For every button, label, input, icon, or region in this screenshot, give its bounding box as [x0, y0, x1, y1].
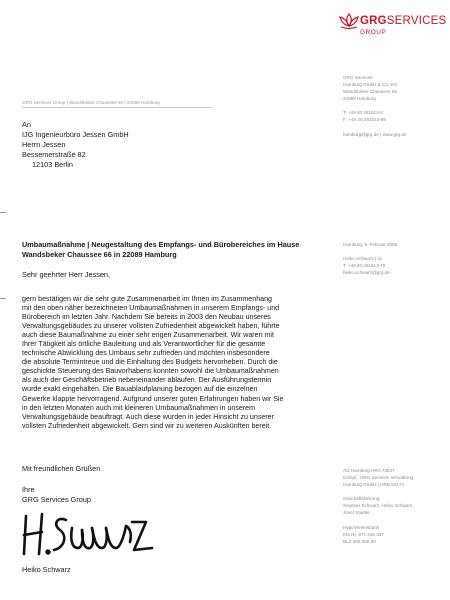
- sidebar-line: T: +49 40 251513-0: [343, 110, 383, 116]
- sender-divider: [22, 107, 212, 108]
- sidebar-spacer: [343, 102, 407, 109]
- sidebar-spacer: [343, 488, 413, 495]
- sidebar-company-contact: [343, 74, 407, 138]
- body-line: mit den oben näher bezeichneten Umbaumaßnahmen in unserem Empfangs- und: [22, 304, 280, 313]
- punch-mark: [0, 298, 6, 299]
- body-line: Ihrer Tätigkeit als örtliche Bauleitung und als Verantwortlicher für die gesamte: [22, 340, 266, 349]
- body-line: vollsten Zufriedenheit abgewickelt. Gern sind wir zu weiteren Auskünften bereit.: [22, 421, 272, 430]
- sidebar-line: hamburg@grg.de | www.grg.de: [343, 131, 407, 137]
- sidebar-line: AG Hamburg HRA 73647: [343, 468, 395, 473]
- sidebar-line: Geschäftsführung:: [343, 496, 381, 502]
- recipient-city: 12103 Berlin: [32, 160, 73, 169]
- letter-subject: [22, 240, 322, 260]
- sidebar-line: heiko.schwarz@grg.de: [343, 270, 390, 276]
- closing-phrase: Mit freundlichen Grüßen: [22, 464, 101, 473]
- sidebar-spacer: [343, 124, 407, 131]
- subject-line: Wandsbeker Chaussee 66 in 22089 Hamburg: [22, 250, 177, 259]
- recipient-address: [22, 120, 129, 170]
- sidebar-line: BLZ 200 300 00: [343, 538, 376, 544]
- body-line: Verwaltungsgebäude beauftragt. Auch diese wurden in jeder Hinsicht zu unserer: [22, 412, 274, 421]
- body-line: die absolute Termintreue und die Einhaltung des Budgets hervorheben. Durch die: [22, 358, 278, 367]
- sidebar-line: Hamburg GmbH & Co. KG: [343, 82, 398, 88]
- signer-name: Heiko Schwarz: [22, 565, 71, 574]
- sidebar-spacer: [343, 248, 397, 255]
- body-line: technische Abwicklung des Umbaus sehr zufrieden und möchten insbesondere: [22, 349, 270, 358]
- body-line: wurde exakt eingehalten. Die Bauablaufplanung bezogen auf die einzelnen: [22, 385, 258, 394]
- sidebar-spacer: [343, 517, 413, 524]
- sidebar-line: Stephan Schwarz, Heiko Schwarz,: [343, 503, 414, 509]
- sidebar-line: Heiko Schwarz | sz: [343, 256, 382, 262]
- logo-subtitle: GROUP: [360, 29, 387, 36]
- recipient-label: An: [22, 120, 31, 129]
- sidebar-line: HypoVereinsbank: [343, 524, 380, 530]
- body-line: gern bestätigen wir die sehr gute Zusammenarbeit im Ihnen im Zusammenhang: [22, 295, 272, 303]
- sidebar-line: 22089 Hamburg: [343, 96, 376, 102]
- letter-date: Hamburg, 5. Februar 2009: [343, 242, 398, 247]
- sidebar-line: GRG Services: [343, 75, 373, 80]
- recipient-street: Bessemerstraße 82: [22, 150, 86, 159]
- signature-company: GRG Services Group: [22, 495, 91, 504]
- subject-line: Umbaumaßnahme | Neugestaltung des Empfangs- und Bürobereiches im Hause: [22, 240, 300, 249]
- sidebar-line: T: +49 40 251513-70: [343, 263, 386, 269]
- signature-block: [22, 485, 91, 505]
- sidebar-legal-info: [343, 467, 413, 545]
- sidebar-line: F: +49 40 251513-69: [343, 117, 386, 123]
- logo-wordmark: GRGSERVICES: [360, 15, 447, 27]
- sidebar-letter-meta: [343, 241, 397, 276]
- handwritten-signature: [20, 508, 160, 560]
- recipient-company: IJG Ingenieurbüro Jessen GmbH: [22, 130, 129, 139]
- fold-mark: [0, 212, 6, 213]
- sidebar-line: Kompl.: GRG Services Verwaltung: [343, 475, 414, 481]
- salutation: Sehr geehrter Herr Jessen,: [22, 270, 111, 279]
- body-line: als auch der Geschäftsbetrieb nebeneinander ablaufen. Der Ausführungstermin: [22, 376, 272, 385]
- body-line: Bürobereich im letzten Jahr. Nachdem Sie bereits in 2003 den Neubau unseres: [22, 313, 271, 322]
- body-line: geschickte Steuerung des Bauvorhabens konnten sowohl die Umbaumaßnahmen: [22, 367, 279, 376]
- sender-return-line: GRG Services Group | Wandsbeker Chaussee 66 | 22089 Hamburg: [22, 100, 160, 105]
- recipient-name: Herrn Jessen: [22, 140, 66, 149]
- sidebar-line: Hamburg GmbH | HRB 59174: [343, 482, 404, 488]
- body-line: auch diese Baumaßnahme zu einer sehr engen Zusammenarbeit. Wir waren mit: [22, 331, 274, 340]
- body-line: Verwaltungsgebäudes zu unserer vollsten Zufriedenheit abgewickelt haben, führte: [22, 322, 280, 331]
- body-line: Gewerke klappte hervorragend. Aufgrund unserer guten Erfahrungen haben wir Sie: [22, 394, 284, 403]
- lotus-logo-icon: [338, 12, 360, 30]
- sidebar-line: Wandsbeker Chaussee 66: [343, 89, 397, 95]
- sidebar-line: Josef Stadler: [343, 510, 370, 516]
- letter-body: [22, 295, 322, 431]
- sidebar-line: Kto.Nr. 677 446 337: [343, 531, 384, 537]
- body-line: in den letzten Monaten auch mit kleineren Umbaumaßnahmen in unserem: [22, 403, 256, 412]
- signature-prefix: Ihre: [22, 485, 35, 494]
